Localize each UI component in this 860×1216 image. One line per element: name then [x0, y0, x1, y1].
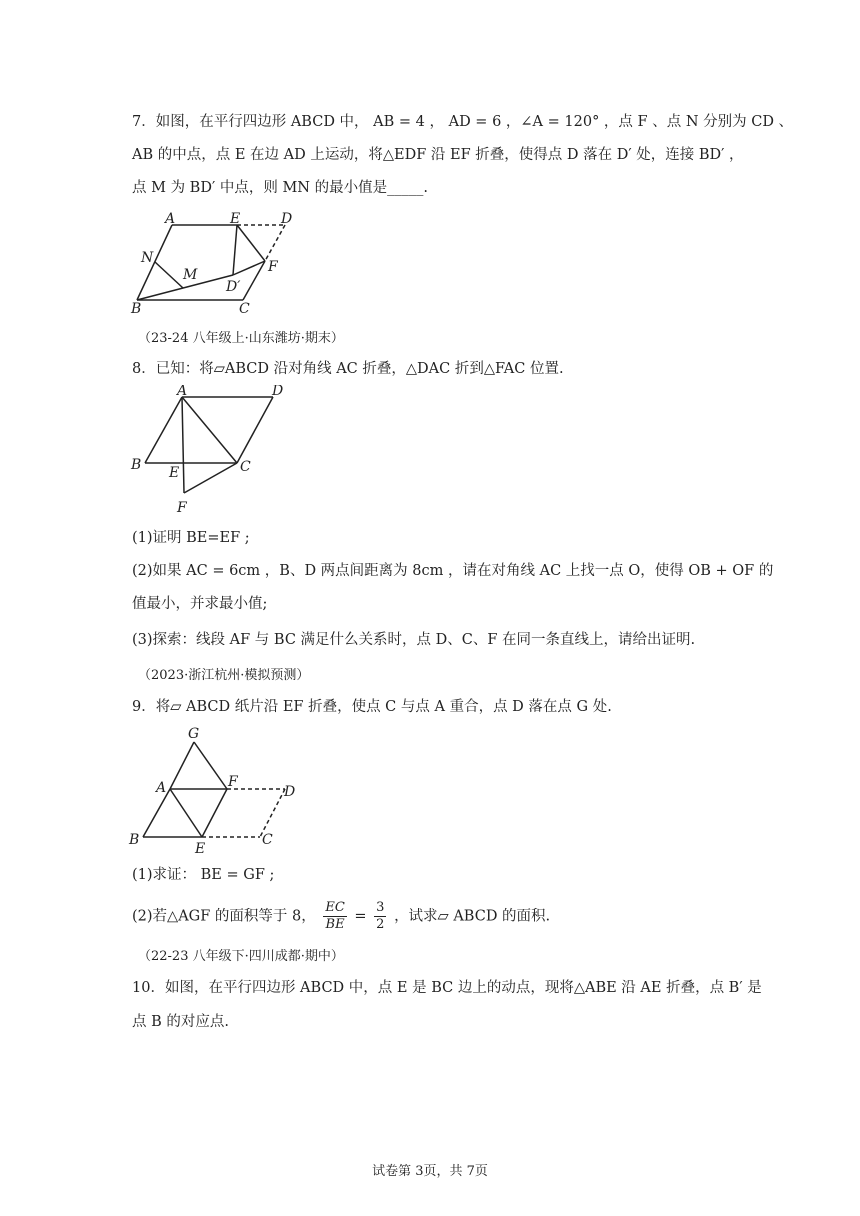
q9-part2-prefix: (2)若△AGF 的面积等于 8， — [132, 908, 316, 925]
q8-label-E: E — [169, 465, 180, 481]
q9-label-C: C — [262, 832, 273, 848]
q9-fraction-denominator: BE — [325, 917, 345, 932]
q9-label-B: B — [129, 832, 140, 848]
q8-figure — [125, 385, 295, 515]
q7-label-D: D — [281, 211, 293, 227]
q9-equals: = — [354, 908, 367, 925]
q7-label-B: B — [131, 301, 142, 315]
q8-part2-line2: 值最小，并求最小值; — [132, 596, 268, 612]
q9-label-G: G — [188, 726, 200, 742]
q9-fraction-ec-be — [323, 900, 346, 933]
q9-fraction-three-halves — [374, 900, 386, 933]
q8-label-C: C — [240, 459, 251, 475]
q7-text-line2: AB 的中点，点 E 在边 AD 上运动，将△EDF 沿 EF 折叠，使得点 D 落在 D′ 处，连接 BD′ ， — [132, 147, 744, 163]
q8-text-line1: 8．已知：将▱ABCD 沿对角线 AC 折叠，△DAC 折到△FAC 位置. — [132, 361, 564, 377]
q7-label-A: A — [165, 211, 176, 227]
q9-label-D: D — [284, 784, 296, 800]
q9-label-A: A — [156, 780, 167, 796]
q8-label-F: F — [177, 500, 187, 515]
q7-label-E: E — [230, 211, 241, 227]
q7-source: （23-24 八年级上·山东潍坊·期末） — [138, 331, 344, 346]
q7-text-line1: 7．如图，在平行四边形 ABCD 中， AB = 4 ， AD = 6 ，∠A = 120° ，点 F 、点 N 分别为 CD 、 — [132, 114, 794, 130]
page-footer: 试卷第 3页，共 7页 — [372, 1164, 488, 1179]
q9-fraction2-denominator: 2 — [376, 917, 385, 932]
q9-part1: (1)求证： BE = GF ; — [132, 867, 275, 883]
q10-text-line1: 10．如图，在平行四边形 ABCD 中，点 E 是 BC 边上的动点，现将△ABE 沿 AE 折叠，点 B′ 是 — [132, 980, 762, 996]
q7-figure — [125, 205, 295, 315]
q9-part2-suffix: ，试求▱ ABCD 的面积. — [394, 908, 551, 925]
q9-label-E: E — [195, 841, 206, 857]
q8-part2-line1: (2)如果 AC = 6cm ，B、D 两点间距离为 8cm ，请在对角线 AC 上找一点 O，使得 OB + OF 的 — [132, 563, 774, 579]
q9-fraction-numerator: EC — [325, 900, 345, 915]
q8-label-A: A — [177, 385, 188, 399]
q9-text-line1: 9．将▱ ABCD 纸片沿 EF 折叠，使点 C 与点 A 重合，点 D 落在点 G 处. — [132, 699, 612, 715]
q8-label-B: B — [131, 457, 142, 473]
q7-label-N: N — [141, 250, 154, 266]
q8-label-D: D — [272, 385, 284, 399]
q8-source: （2023·浙江杭州·模拟预测） — [138, 668, 310, 683]
q9-fraction2-numerator: 3 — [376, 900, 385, 915]
q7-text-line3: 点 M 为 BD′ 中点，则 MN 的最小值是_____. — [132, 180, 428, 196]
q9-source: （22-23 八年级下·四川成都·期中） — [138, 949, 344, 964]
q9-figure — [125, 722, 315, 857]
q9-part2 — [132, 900, 550, 933]
q7-label-C: C — [239, 301, 250, 315]
q7-label-F: F — [268, 259, 278, 275]
q7-label-D-prime: D′ — [226, 279, 241, 295]
q8-part3: (3)探索：线段 AF 与 BC 满足什么关系时，点 D、C、F 在同一条直线上，请给出证明. — [132, 632, 696, 648]
q9-label-F: F — [228, 774, 238, 790]
q7-label-M: M — [183, 267, 198, 283]
q8-part1: (1)证明 BE=EF ; — [132, 530, 250, 546]
q10-text-line2: 点 B 的对应点. — [132, 1014, 229, 1030]
